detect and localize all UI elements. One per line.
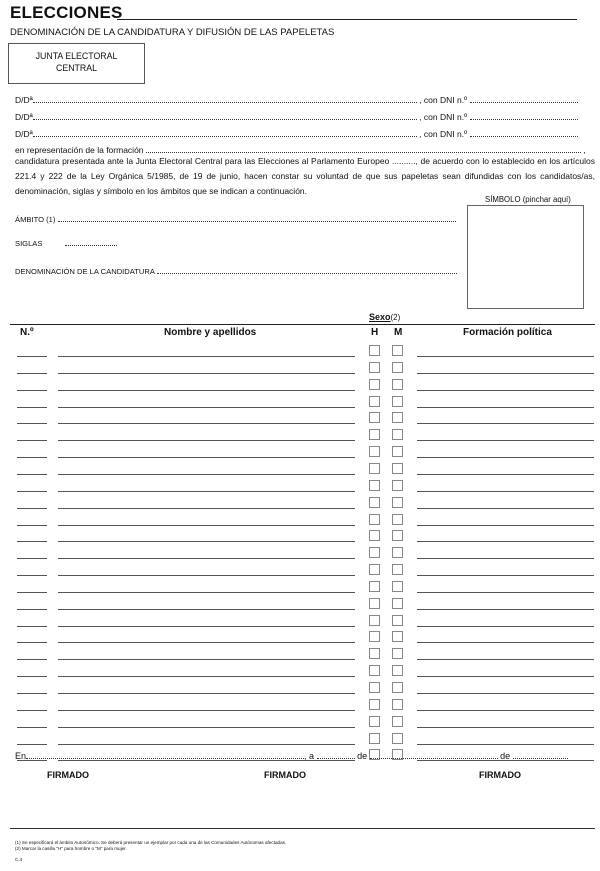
sexo-text: Sexo — [369, 312, 391, 322]
party-field[interactable] — [417, 626, 594, 627]
party-field[interactable] — [417, 474, 594, 475]
party-field[interactable] — [417, 407, 594, 408]
form-code: C.4 — [15, 857, 23, 862]
col-name-header: Nombre y apellidos — [164, 327, 257, 338]
sex-h-checkbox[interactable] — [369, 733, 380, 744]
title-underline — [117, 19, 577, 20]
party-field[interactable] — [417, 390, 594, 391]
party-field[interactable] — [417, 491, 594, 492]
name-field[interactable] — [58, 558, 355, 559]
col-m-header: M — [394, 327, 403, 338]
sex-m-checkbox[interactable] — [392, 699, 403, 710]
number-field[interactable] — [17, 474, 47, 475]
footnote-rule — [10, 828, 595, 829]
sex-m-checkbox[interactable] — [392, 345, 403, 356]
sex-m-checkbox[interactable] — [392, 665, 403, 676]
name-field[interactable] — [58, 659, 355, 660]
sex-h-checkbox[interactable] — [369, 429, 380, 440]
name-field[interactable] — [58, 642, 355, 643]
formation-label: en representación de la formación — [15, 145, 144, 155]
sex-h-checkbox[interactable] — [369, 530, 380, 541]
name-field[interactable] — [58, 407, 355, 408]
number-field[interactable] — [17, 491, 47, 492]
number-field[interactable] — [17, 659, 47, 660]
sex-m-checkbox[interactable] — [392, 716, 403, 727]
number-field[interactable] — [17, 440, 47, 441]
sex-m-checkbox[interactable] — [392, 631, 403, 642]
name-field[interactable] — [58, 541, 355, 542]
dni-label: , con DNI n.º — [419, 112, 468, 122]
de-label-1: de — [357, 751, 368, 761]
sex-h-checkbox[interactable] — [369, 665, 380, 676]
number-field[interactable] — [17, 609, 47, 610]
name-field[interactable] — [58, 592, 355, 593]
number-field[interactable] — [17, 575, 47, 576]
sex-h-checkbox[interactable] — [369, 480, 380, 491]
name-field[interactable] — [58, 744, 355, 745]
party-field[interactable] — [417, 642, 594, 643]
name-field[interactable] — [58, 525, 355, 526]
day-field[interactable] — [317, 751, 355, 759]
siglas-field[interactable] — [65, 238, 117, 246]
party-field[interactable] — [417, 541, 594, 542]
siglas-label: SIGLAS — [15, 239, 43, 248]
sex-h-checkbox[interactable] — [369, 682, 380, 693]
dni-label: , con DNI n.º — [419, 95, 468, 105]
party-field[interactable] — [417, 592, 594, 593]
party-field[interactable] — [417, 693, 594, 694]
signature-label-3: FIRMADO — [479, 770, 521, 780]
party-field[interactable] — [417, 423, 594, 424]
sex-m-checkbox[interactable] — [392, 733, 403, 744]
sex-m-checkbox[interactable] — [392, 480, 403, 491]
party-field[interactable] — [417, 676, 594, 677]
number-field[interactable] — [17, 626, 47, 627]
dni-field[interactable] — [470, 129, 578, 137]
name-field[interactable] — [58, 609, 355, 610]
sex-m-checkbox[interactable] — [392, 362, 403, 373]
ambito-label: ÁMBITO (1) — [15, 215, 56, 224]
number-field[interactable] — [17, 558, 47, 559]
name-field[interactable] — [58, 390, 355, 391]
signature-label-1: FIRMADO — [47, 770, 89, 780]
sex-m-checkbox[interactable] — [392, 396, 403, 407]
dni-field[interactable] — [470, 112, 578, 120]
number-field[interactable] — [17, 373, 47, 374]
organization-line-1: JUNTA ELECTORAL — [35, 51, 118, 61]
name-field[interactable] — [58, 491, 355, 492]
sex-m-checkbox[interactable] — [392, 463, 403, 474]
sex-h-checkbox[interactable] — [369, 446, 380, 457]
number-field[interactable] — [17, 407, 47, 408]
name-field[interactable] — [58, 373, 355, 374]
sex-h-checkbox[interactable] — [369, 514, 380, 525]
signature-label-2: FIRMADO — [264, 770, 306, 780]
sex-h-checkbox[interactable] — [369, 699, 380, 710]
sex-h-checkbox[interactable] — [369, 379, 380, 390]
name-field[interactable] — [58, 710, 355, 711]
name-field[interactable] — [58, 423, 355, 424]
sex-m-checkbox[interactable] — [392, 564, 403, 575]
denominacion-label: DENOMINACIÓN DE LA CANDIDATURA — [15, 267, 155, 276]
number-field[interactable] — [17, 710, 47, 711]
number-field[interactable] — [17, 541, 47, 542]
sex-h-checkbox[interactable] — [369, 716, 380, 727]
place-date-row — [15, 751, 568, 761]
party-field[interactable] — [417, 373, 594, 374]
party-field[interactable] — [417, 609, 594, 610]
sex-m-checkbox[interactable] — [392, 682, 403, 693]
year-field[interactable] — [513, 751, 568, 759]
number-field[interactable] — [17, 525, 47, 526]
name-field[interactable] — [58, 356, 355, 357]
number-field[interactable] — [17, 727, 47, 728]
sex-m-checkbox[interactable] — [392, 429, 403, 440]
col-party-header: Formación política — [463, 327, 552, 338]
party-field[interactable] — [417, 659, 594, 660]
number-field[interactable] — [17, 642, 47, 643]
sex-h-checkbox[interactable] — [369, 497, 380, 508]
representative-label: D/Dª — [15, 95, 33, 105]
party-field[interactable] — [417, 525, 594, 526]
footnote-2: (2) Marcar la casilla "H" para hombre o "M" para mujer. — [15, 846, 127, 851]
ambito-row — [15, 214, 456, 224]
symbol-label: SÍMBOLO (pinchar aquí) — [485, 195, 571, 204]
party-field[interactable] — [417, 457, 594, 458]
party-field[interactable] — [417, 575, 594, 576]
representative-row-1 — [15, 95, 578, 105]
sex-m-checkbox[interactable] — [392, 547, 403, 558]
sex-h-checkbox[interactable] — [369, 412, 380, 423]
month-field[interactable] — [370, 751, 498, 759]
name-field[interactable] — [58, 457, 355, 458]
a-label: , a — [304, 751, 315, 761]
number-field[interactable] — [17, 744, 47, 745]
formation-field[interactable] — [146, 145, 581, 153]
dni-field[interactable] — [470, 95, 578, 103]
party-field[interactable] — [417, 727, 594, 728]
formation-comma: , — [583, 145, 586, 155]
sexo-note: (2) — [390, 313, 401, 322]
sex-m-checkbox[interactable] — [392, 615, 403, 626]
party-field[interactable] — [417, 508, 594, 509]
representative-name-field[interactable] — [33, 129, 417, 137]
number-field[interactable] — [17, 508, 47, 509]
representative-row-3 — [15, 129, 578, 139]
representative-label: D/Dª — [15, 112, 33, 122]
col-number-header: N.º — [20, 327, 34, 338]
representative-row-2 — [15, 112, 578, 122]
organization-box — [8, 43, 145, 84]
table-header-rule — [10, 324, 595, 325]
organization-line-2: CENTRAL — [55, 63, 98, 73]
sex-h-checkbox[interactable] — [369, 396, 380, 407]
sex-h-checkbox[interactable] — [369, 463, 380, 474]
sex-h-checkbox[interactable] — [369, 345, 380, 356]
page-title: ELECCIONES — [10, 3, 123, 22]
representative-name-field[interactable] — [33, 112, 417, 120]
sex-h-checkbox[interactable] — [369, 547, 380, 558]
dni-label: , con DNI n.º — [419, 129, 468, 139]
sex-h-checkbox[interactable] — [369, 564, 380, 575]
sex-h-checkbox[interactable] — [369, 581, 380, 592]
col-h-header: H — [371, 327, 379, 338]
party-field[interactable] — [417, 744, 594, 745]
sex-h-checkbox[interactable] — [369, 362, 380, 373]
number-field[interactable] — [17, 592, 47, 593]
sex-h-checkbox[interactable] — [369, 598, 380, 609]
sexo-label — [369, 312, 400, 322]
name-field[interactable] — [58, 676, 355, 677]
name-field[interactable] — [58, 693, 355, 694]
number-field[interactable] — [17, 693, 47, 694]
representative-name-field[interactable] — [33, 95, 417, 103]
party-field[interactable] — [417, 558, 594, 559]
number-field[interactable] — [17, 390, 47, 391]
name-field[interactable] — [58, 474, 355, 475]
number-field[interactable] — [17, 676, 47, 677]
sex-m-checkbox[interactable] — [392, 379, 403, 390]
representative-label: D/Dª — [15, 129, 33, 139]
number-field[interactable] — [17, 423, 47, 424]
sex-m-checkbox[interactable] — [392, 648, 403, 659]
ambito-field[interactable] — [58, 214, 456, 222]
sex-m-checkbox[interactable] — [392, 412, 403, 423]
sex-m-checkbox[interactable] — [392, 598, 403, 609]
en-label: En — [15, 751, 27, 761]
sex-m-checkbox[interactable] — [392, 581, 403, 592]
symbol-upload-box[interactable] — [467, 205, 584, 309]
number-field[interactable] — [17, 356, 47, 357]
name-field[interactable] — [58, 727, 355, 728]
name-field[interactable] — [58, 575, 355, 576]
party-field[interactable] — [417, 440, 594, 441]
page-subtitle: DENOMINACIÓN DE LA CANDIDATURA Y DIFUSIÓN DE LAS PAPELETAS — [10, 27, 335, 38]
footnote-1: (1) Se especificará el ámbito Autonómico. Se deberá presentar un ejemplar por cada una de las Comunidades Autónomas afectadas. — [15, 840, 287, 845]
sex-m-checkbox[interactable] — [392, 446, 403, 457]
sex-m-checkbox[interactable] — [392, 497, 403, 508]
sex-m-checkbox[interactable] — [392, 530, 403, 541]
place-field[interactable] — [26, 751, 304, 759]
de-label-2: de — [500, 751, 511, 761]
name-field[interactable] — [58, 508, 355, 509]
denominacion-field[interactable] — [157, 266, 457, 274]
name-field[interactable] — [58, 626, 355, 627]
sex-h-checkbox[interactable] — [369, 631, 380, 642]
party-field[interactable] — [417, 356, 594, 357]
declaration-paragraph: candidatura presentada ante la Junta Electoral Central para las Elecciones al Parlamento Europeo .........., de acuerdo con lo establecido en los artículos 221.4 y 222 de la Ley Orgánica 5/1985, de 19 de junio, hacen constar su voluntad de que sus papeletas sean difundidas con los candidatos/as, denominación, siglas y símbolo en los ámbitos que se indican a continuación. — [15, 156, 595, 196]
denominacion-row — [15, 266, 457, 276]
sex-m-checkbox[interactable] — [392, 514, 403, 525]
sex-h-checkbox[interactable] — [369, 648, 380, 659]
sex-h-checkbox[interactable] — [369, 615, 380, 626]
siglas-row — [15, 238, 117, 248]
party-field[interactable] — [417, 710, 594, 711]
number-field[interactable] — [17, 457, 47, 458]
name-field[interactable] — [58, 440, 355, 441]
